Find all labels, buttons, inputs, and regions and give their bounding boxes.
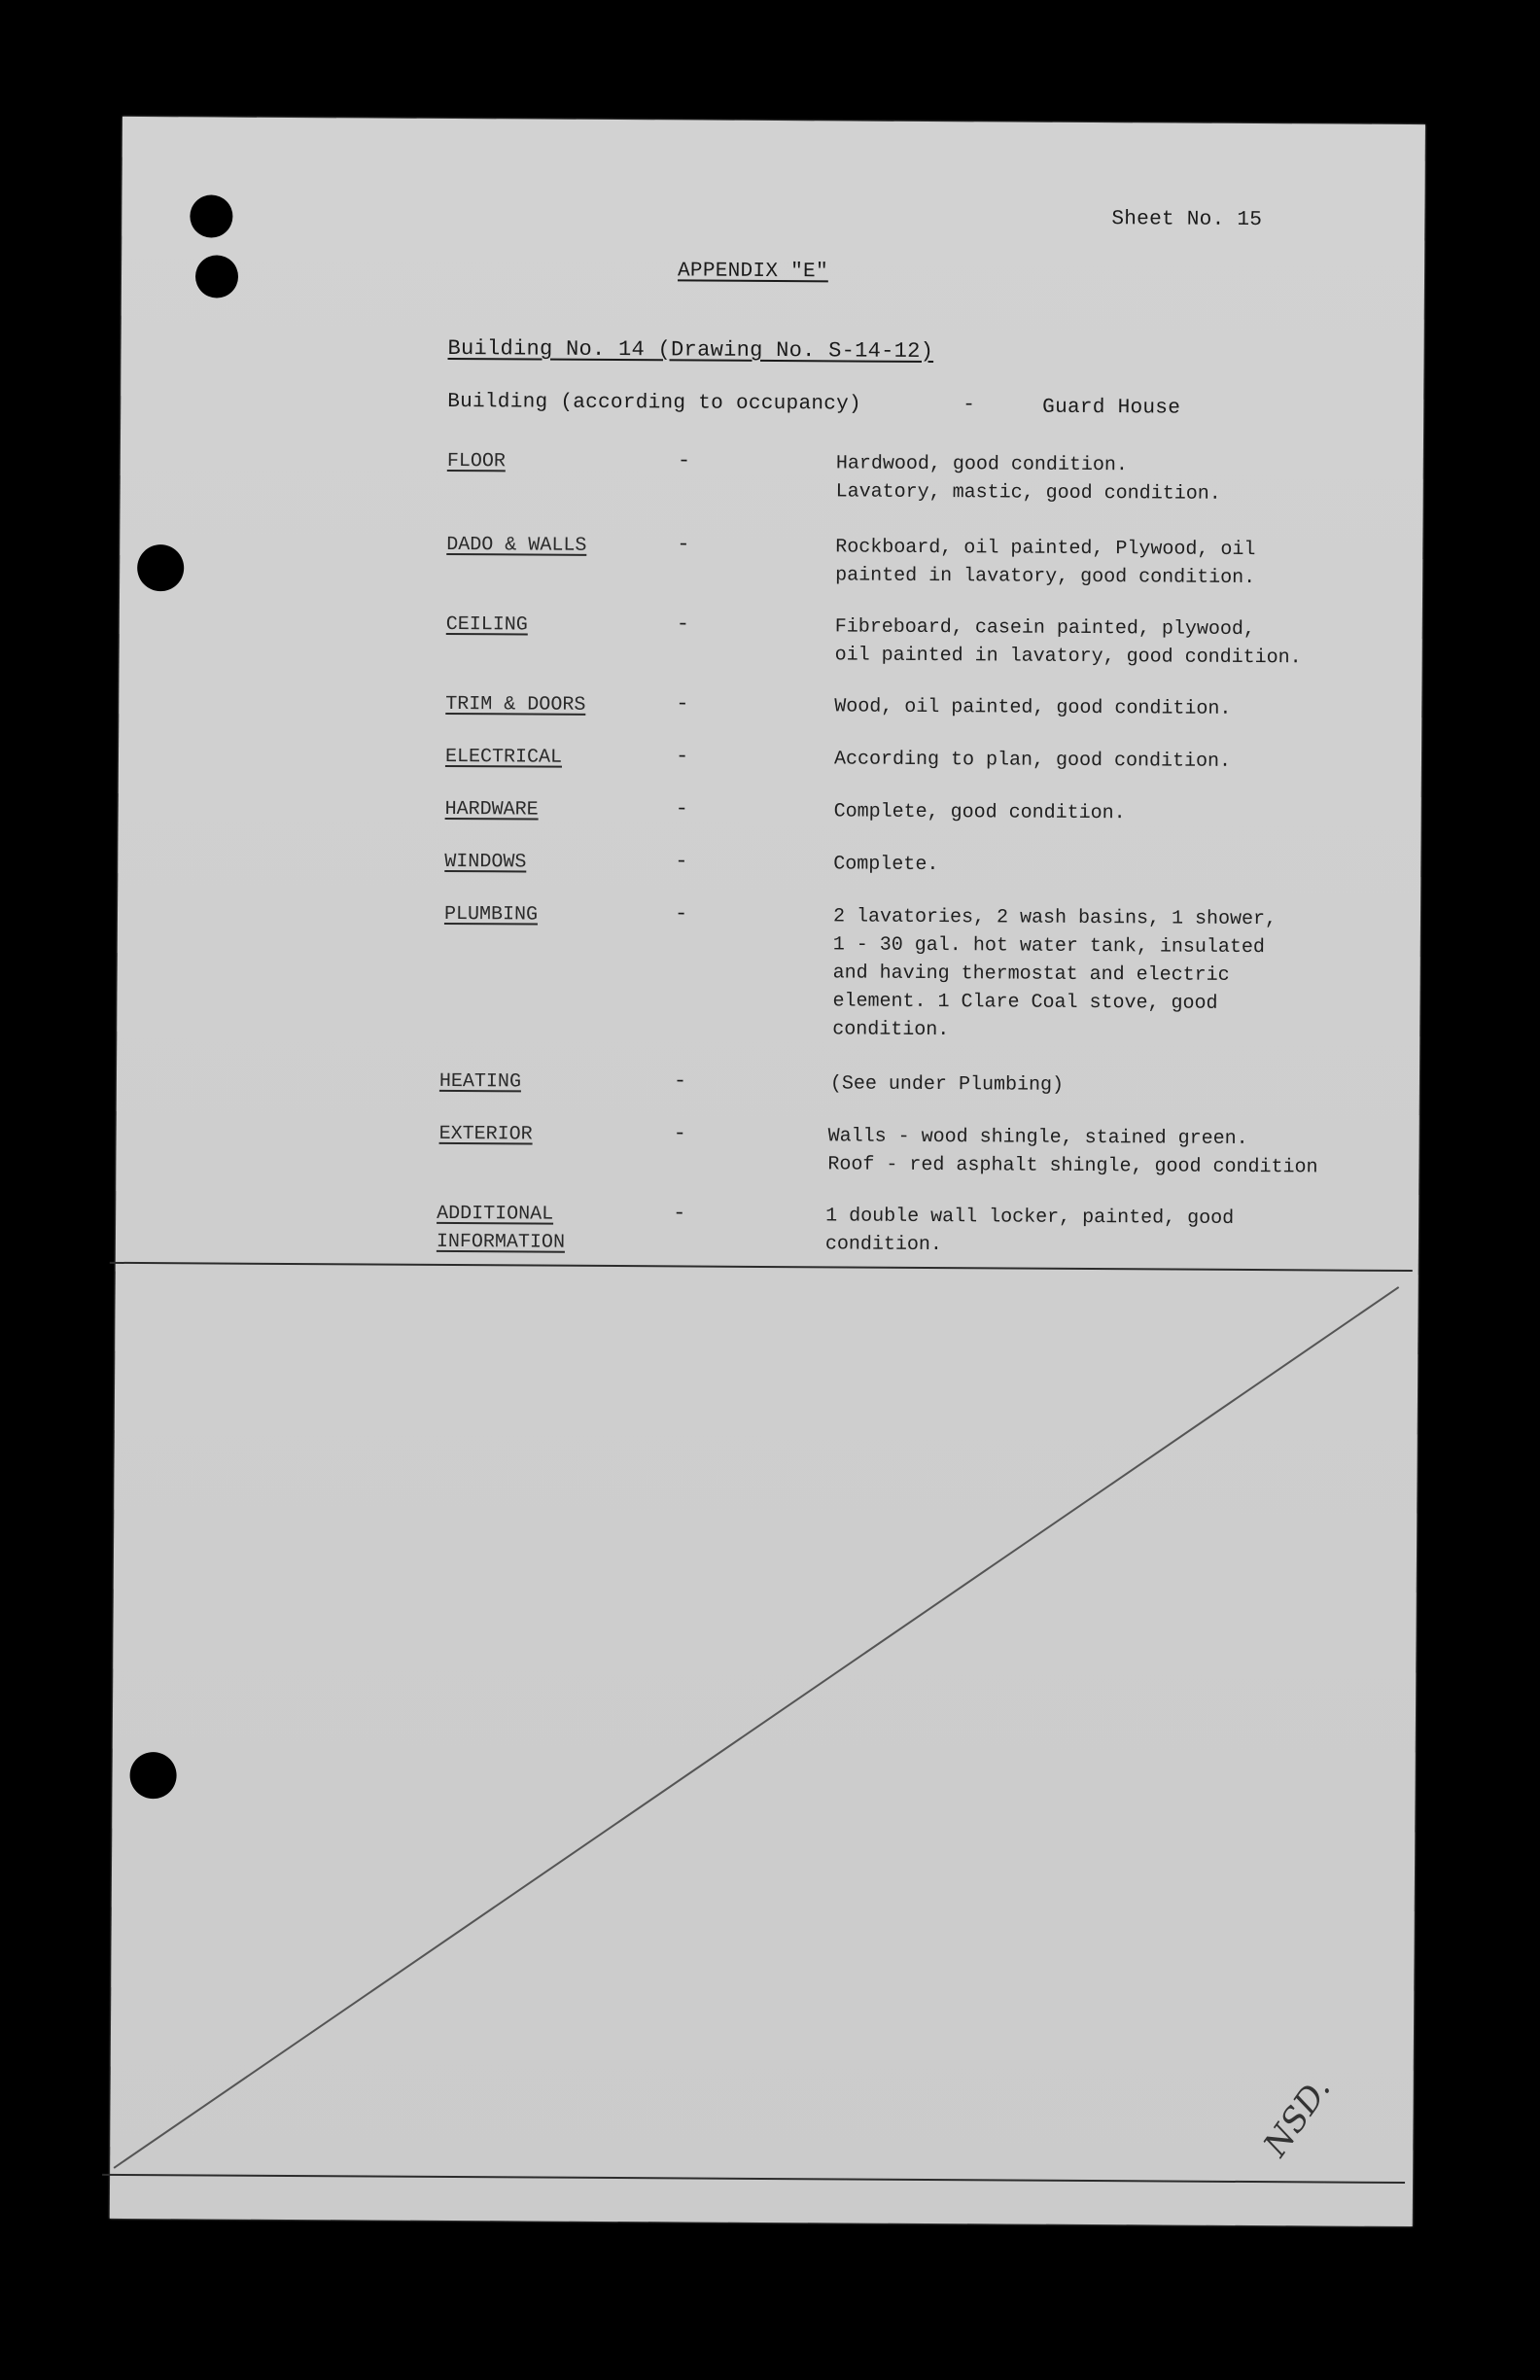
handwritten-initials: NSD. xyxy=(1256,2070,1339,2164)
item-dash: - xyxy=(673,1121,686,1146)
item-label: CEILING xyxy=(445,612,528,637)
item-value: Rockboard, oil painted, Plywood, oil painted in lavatory, good condition. xyxy=(835,536,1256,590)
diagonal-cancel-line xyxy=(110,117,1425,2226)
document-page xyxy=(110,117,1425,2226)
item-label: ADDITIONAL INFORMATION xyxy=(436,1202,566,1254)
building-heading: Building No. 14 (Drawing No. S-14-12) xyxy=(447,335,934,365)
sheet-number: Sheet No. 15 xyxy=(1111,208,1263,232)
item-dash: - xyxy=(673,1201,686,1226)
occupancy-value: Guard House xyxy=(1042,396,1181,420)
item-label: DADO & WALLS xyxy=(446,533,587,557)
item-dash: - xyxy=(674,901,688,927)
occupancy-label: Building (according to occupancy) xyxy=(447,390,862,416)
item-value: Hardwood, good condition. Lavatory, mastic, good condition. xyxy=(835,452,1221,506)
item-label: WINDOWS xyxy=(444,850,527,874)
diagonal-line xyxy=(114,1279,1399,2176)
item-value: 1 double wall locker, painted, good condition. xyxy=(824,1205,1235,1257)
item-dash: - xyxy=(675,849,688,874)
item-value: (See under Plumbing) xyxy=(829,1072,1065,1097)
item-dash: - xyxy=(675,796,688,822)
item-value: Complete, good condition. xyxy=(833,800,1126,825)
appendix-title: APPENDIX "E" xyxy=(677,260,828,284)
item-label: TRIM & DOORS xyxy=(445,692,586,717)
item-value: According to plan, good condition. xyxy=(833,748,1232,773)
item-label: PLUMBING xyxy=(443,902,539,927)
item-dash: - xyxy=(677,532,690,557)
item-dash: - xyxy=(673,1068,687,1094)
item-dash: - xyxy=(677,448,691,473)
item-label: HEATING xyxy=(438,1069,522,1094)
item-label: EXTERIOR xyxy=(438,1122,533,1146)
item-label: FLOOR xyxy=(446,449,506,473)
item-dash: - xyxy=(676,691,689,717)
item-label: HARDWARE xyxy=(444,797,539,822)
item-label: ELECTRICAL xyxy=(444,745,563,769)
occupancy-dash: - xyxy=(962,394,976,417)
item-value: 2 lavatories, 2 wash basins, 1 shower, 1 - 30 gal. hot water tank, insulated and having thermostat and electric element. 1 Clare Coal stove, good condition. xyxy=(832,905,1278,1042)
item-dash: - xyxy=(676,612,690,637)
item-value: Complete. xyxy=(833,853,939,877)
item-value: Walls - wood shingle, stained green. Roof - red asphalt shingle, good condition xyxy=(827,1125,1318,1179)
item-value: Fibreboard, casein painted, plywood, oil painted in lavatory, good condition. xyxy=(834,615,1302,670)
item-dash: - xyxy=(675,744,689,769)
item-value: Wood, oil painted, good condition. xyxy=(834,695,1232,720)
